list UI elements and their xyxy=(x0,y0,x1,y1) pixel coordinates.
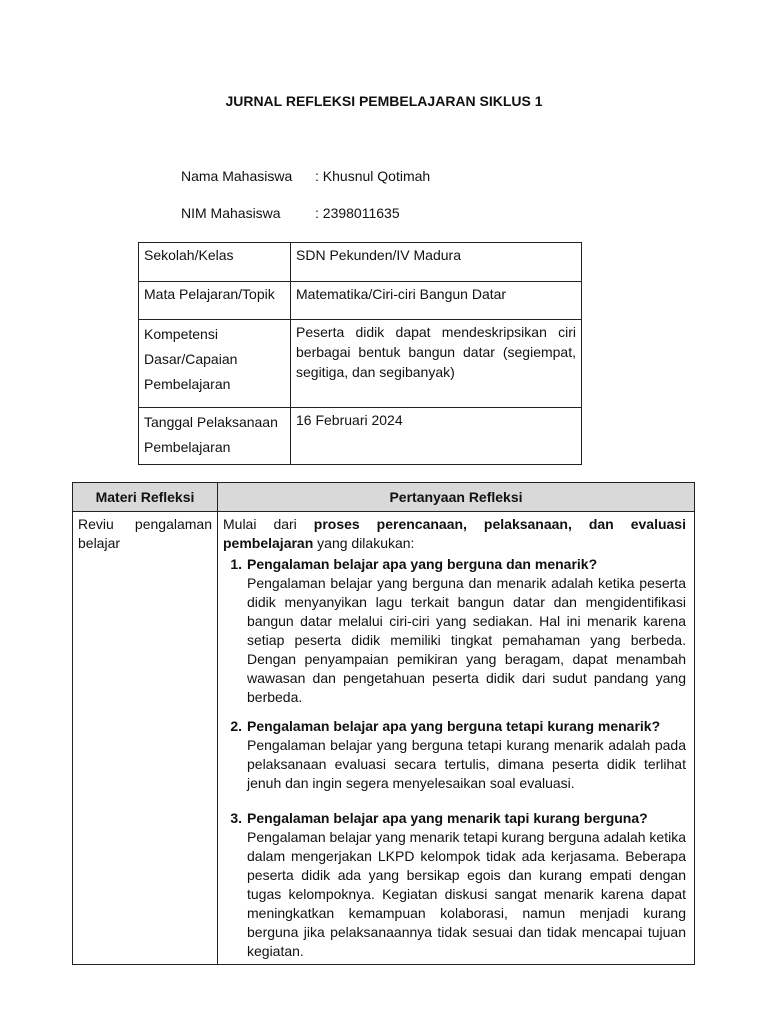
reflection-questions xyxy=(218,512,695,965)
student-nim-row xyxy=(181,205,400,221)
question-body xyxy=(242,809,686,961)
reflection-intro xyxy=(223,515,686,553)
question-title: Pengalaman belajar apa yang berguna dan menarik? xyxy=(247,556,598,572)
question-body xyxy=(242,717,686,793)
reflection-material: Reviu pengalaman belajar xyxy=(73,512,218,965)
info-label: Kompetensi Dasar/Capaian Pembelajaran xyxy=(139,320,291,408)
info-value: Matematika/Ciri-ciri Bangun Datar xyxy=(291,282,582,320)
reflection-header-row xyxy=(73,483,695,512)
student-nim-value: : 2398011635 xyxy=(315,205,400,221)
intro-prefix: Mulai dari xyxy=(223,516,314,532)
info-label: Tanggal Pelaksanaan Pembelajaran xyxy=(139,408,291,465)
info-row-school xyxy=(139,243,582,282)
info-value: 16 Februari 2024 xyxy=(291,408,582,465)
info-row-date xyxy=(139,408,582,465)
student-nim-label: NIM Mahasiswa xyxy=(181,205,281,221)
student-name-label: Nama Mahasiswa xyxy=(181,168,293,184)
reflection-table xyxy=(72,482,695,965)
question-answer: Pengalaman belajar yang menarik tetapi kurang berguna adalah ketika dalam mengerjakan LKPD kelompok tidak ada kerjasama. Beberapa peserta didik ada yang bersikap egois dan kurang empati dengan tugas kelompoknya. Kegiatan diskusi sangat menarik karena dapat meningkatkan kemampuan kolaborasi, namun menjadi kurang berguna jika pelaksanaannya tidak sesuai dan tidak mencapai tujuan kegiatan. xyxy=(247,829,686,959)
info-row-competency xyxy=(139,320,582,408)
header-question: Pertanyaan Refleksi xyxy=(218,483,695,512)
student-name-row xyxy=(181,168,430,184)
question-answer: Pengalaman belajar yang berguna tetapi kurang menarik adalah pada pelaksanaan evaluasi secara tertulis, dimana peserta didik terlihat jenuh dan ingin segera menyelesaikan soal evaluasi. xyxy=(247,737,686,791)
question-body xyxy=(242,555,686,707)
question-item xyxy=(223,717,686,793)
question-answer: Pengalaman belajar yang berguna dan menarik adalah ketika peserta didik menyanyikan lagu terkait bangun datar dan mengidentifikasi bangun datar melalui ciri-ciri yang sediakan. Hal ini menarik karena setiap peserta didik memiliki tingkat pemahaman yang berbeda. Dengan penyampaian pemikiran yang beragam, dapat menambah wawasan dan pengetahuan peserta didik dari sudut pandang yang berbeda. xyxy=(247,575,686,705)
question-item xyxy=(223,555,686,707)
info-label: Sekolah/Kelas xyxy=(139,243,291,282)
student-name-value: : Khusnul Qotimah xyxy=(315,168,431,184)
intro-bold: proses perencanaan, pelaksanaan, dan evaluasi pembelajaran xyxy=(223,516,686,551)
reflection-row xyxy=(73,512,695,965)
info-label: Mata Pelajaran/Topik xyxy=(139,282,291,320)
intro-suffix: yang dilakukan: xyxy=(313,535,415,551)
info-value: Peserta didik dapat mendeskripsikan ciri berbagai bentuk bangun datar (segiempat, segitiga, dan segibanyak) xyxy=(291,320,582,408)
question-number: 1. xyxy=(230,556,242,572)
info-row-subject xyxy=(139,282,582,320)
question-number: 2. xyxy=(230,718,242,734)
question-title: Pengalaman belajar apa yang berguna tetapi kurang menarik? xyxy=(247,718,661,734)
document-title: JURNAL REFLEKSI PEMBELAJARAN SIKLUS 1 xyxy=(225,93,543,109)
question-item xyxy=(223,809,686,961)
info-table xyxy=(138,242,582,465)
question-number: 3. xyxy=(230,810,242,826)
question-title: Pengalaman belajar apa yang menarik tapi kurang berguna? xyxy=(247,810,648,826)
header-material: Materi Refleksi xyxy=(73,483,218,512)
info-value: SDN Pekunden/IV Madura xyxy=(291,243,582,282)
